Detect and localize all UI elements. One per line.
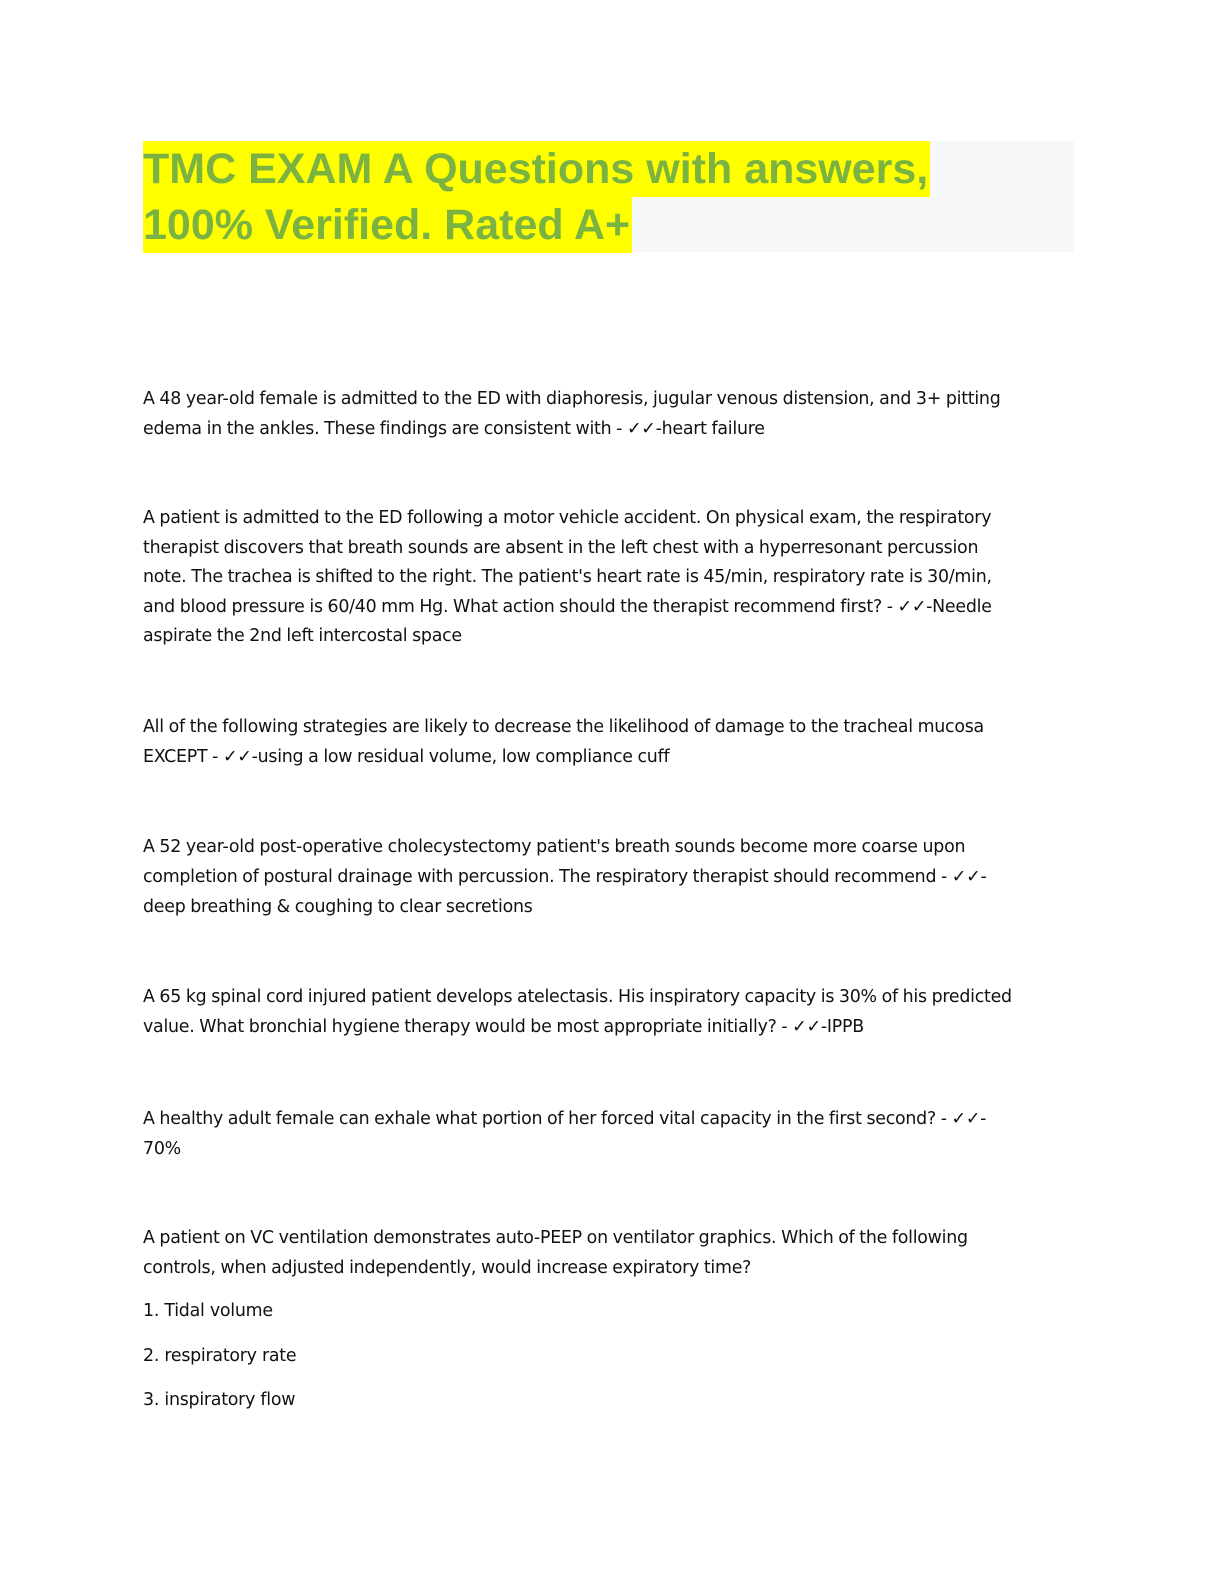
question-4-line-2: completion of postural drainage with percussion. The respiratory therapist should recommend - ✓✓-: [143, 867, 987, 887]
question-2-line-4: and blood pressure is 60/40 mm Hg. What action should the therapist recommend first? - ✓✓-Needle: [143, 596, 992, 617]
question-6-line-1: A healthy adult female can exhale what portion of her forced vital capacity in the first second? - ✓✓-: [143, 1109, 987, 1129]
question-7: [143, 1223, 1063, 1283]
question-3-line-1: All of the following strategies are likely to decrease the likelihood of damage to the tracheal mucosa: [143, 717, 984, 737]
question-5: [143, 982, 1063, 1042]
question-4-line-3: deep breathing & coughing to clear secretions: [143, 897, 533, 917]
document-title-line-2: 100% Verified. Rated A+: [143, 197, 632, 253]
question-6-line-2: 70%: [143, 1139, 181, 1159]
option-1: 1. Tidal volume: [143, 1301, 273, 1321]
question-1-line-2: edema in the ankles. These findings are consistent with - ✓✓-heart failure: [143, 419, 765, 439]
question-2-line-5: aspirate the 2nd left intercostal space: [143, 626, 462, 646]
option-3: 3. inspiratory flow: [143, 1390, 296, 1410]
question-7-line-2: controls, when adjusted independently, would increase expiratory time?: [143, 1258, 752, 1278]
question-4-line-1: A 52 year-old post-operative cholecystectomy patient's breath sounds become more coarse upon: [143, 837, 966, 857]
question-3: [143, 712, 1063, 772]
question-5-line-1: A 65 kg spinal cord injured patient develops atelectasis. His inspiratory capacity is 30% of his predicted: [143, 987, 1012, 1007]
question-1: [143, 384, 1063, 444]
question-7-line-1: A patient on VC ventilation demonstrates auto-PEEP on ventilator graphics. Which of the following: [143, 1228, 968, 1248]
question-5-line-2: value. What bronchial hygiene therapy would be most appropriate initially? - ✓✓-IPPB: [143, 1017, 864, 1037]
question-6: [143, 1104, 1063, 1164]
question-2-line-2: therapist discovers that breath sounds are absent in the left chest with a hyperresonant percussion: [143, 537, 979, 558]
question-4: [143, 832, 1063, 922]
question-2-line-3: note. The trachea is shifted to the right. The patient's heart rate is 45/min, respiratory rate is 30/min,: [143, 567, 992, 587]
option-2: 2. respiratory rate: [143, 1346, 297, 1366]
question-1-line-1: A 48 year-old female is admitted to the ED with diaphoresis, jugular venous distension, and 3+ pitting: [143, 389, 1001, 409]
question-3-line-2: EXCEPT - ✓✓-using a low residual volume, low compliance cuff: [143, 747, 670, 767]
question-2-line-1: A patient is admitted to the ED following a motor vehicle accident. On physical exam, the respiratory: [143, 508, 992, 528]
question-2: [143, 504, 1063, 652]
document-title-line-1: TMC EXAM A Questions with answers,: [143, 141, 930, 197]
